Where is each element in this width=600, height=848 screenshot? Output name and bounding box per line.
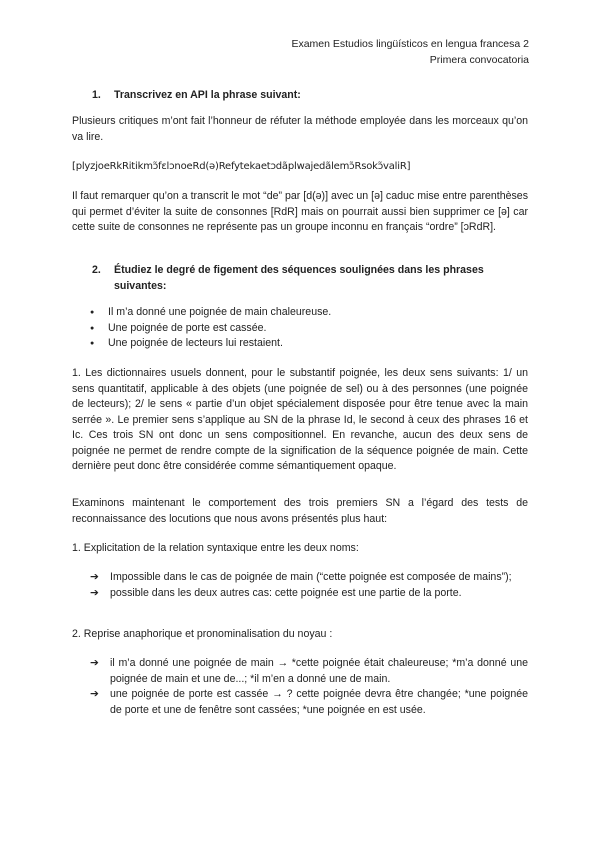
list-item: ● Une poignée de lecteurs lui restaient. — [84, 336, 540, 352]
example-sentence-list — [84, 305, 540, 352]
list-item: ➔ il m’a donné une poignée de main → *cette poignée était chaleureuse; *m’a donné une poignée de main et une de...; *il m’en a donné une de main. — [90, 657, 528, 685]
section2-heading — [92, 263, 528, 294]
section2-number: 2. — [92, 264, 101, 276]
arrow-icon: ➔ — [90, 657, 99, 669]
list-item: ● Une poignée de porte est cassée. — [84, 321, 540, 337]
list-item: ● Il m’a donné une poignée de main chaleureuse. — [84, 305, 540, 321]
section1-sentence: Plusieurs critiques m’ont fait l’honneur de réfuter la méthode employée dans les morceaux qu’on va lire. — [72, 115, 528, 143]
section1-heading — [92, 88, 522, 104]
test2-title: 2. Reprise anaphorique et pronominalisation du noyau : — [72, 628, 333, 640]
arrow-icon: ➔ — [90, 586, 99, 599]
header-course-title: Examen Estudios lingüísticos en lengua francesa 2 — [291, 38, 529, 50]
section1-number: 1. — [92, 89, 101, 101]
test1-title: 1. Explicitation de la relation syntaxique entre les deux noms: — [72, 542, 359, 554]
test1-list — [90, 570, 528, 601]
section2-analysis-paragraph: 1. Les dictionnaires usuels donnent, pour le substantif poignée, les deux sens suivants: 1/ un sens quantitatif, applicable à des objets (une poignée de sel) ou à des personnes (une poignée de lecteurs); 2/ le sens « partie d’un objet spécialement disposée pour être tenue avec la main serrée ». Le premier sens s’applique au SN de la phrase Id, le second à ceux des phrases 16 et Ic. Ces trois SN ont donc un sens compositionnel. En revanche, aucun des deux sens de poignée ne permet de rendre compte de la signification de la séquence poignée de main. Cette dernière peut donc être considérée comme sémantiquement opaque. — [72, 367, 528, 472]
test2-list — [90, 656, 528, 718]
section2-title: Étudiez le degré de figement des séquences soulignées dans les phrases suivantes: — [114, 264, 484, 292]
arrow-icon: ➔ — [90, 688, 99, 700]
section2-tests-intro: Examinons maintenant le comportement des trois premiers SN a l’égard des tests de reconnaissance des locutions que nous avons présentés plus haut: — [72, 497, 528, 525]
arrow-icon: ➔ — [90, 571, 99, 583]
list-item: ➔ possible dans les deux autres cas: cette poignée est une partie de la porte. — [90, 586, 528, 602]
section1-transcription: [plyzjoeRkRitikmɔ̃fɛlɔnoeRd(ə)Refytekaetɔdãplwajedãlemɔ̃Rsokɔ̃valiR] — [72, 161, 411, 172]
list-item: ➔ une poignée de porte est cassée → ? cette poignée devra être changée; *une poignée de porte et une de fenêtre sont cassées; *une poignée en est usée. — [90, 688, 528, 716]
section1-title: Transcrivez en API la phrase suivant: — [114, 89, 301, 101]
header-session: Primera convocatoria — [429, 54, 529, 66]
list-item: ➔ Impossible dans le cas de poignée de main (“cette poignée est composée de mains”); — [90, 570, 528, 586]
section1-comment: Il faut remarquer qu’on a transcrit le mot “de” par [d(ə)] avec un [ə] caduc mise entre parenthèses qui permet d’éviter la suite de consonnes [RdR] mais on pourrait aussi bien supprimer ce [ə] car cette suite de consonnes ne représente pas un groupe inconnu en français “ordre” [ɔRdR]. — [72, 190, 528, 233]
